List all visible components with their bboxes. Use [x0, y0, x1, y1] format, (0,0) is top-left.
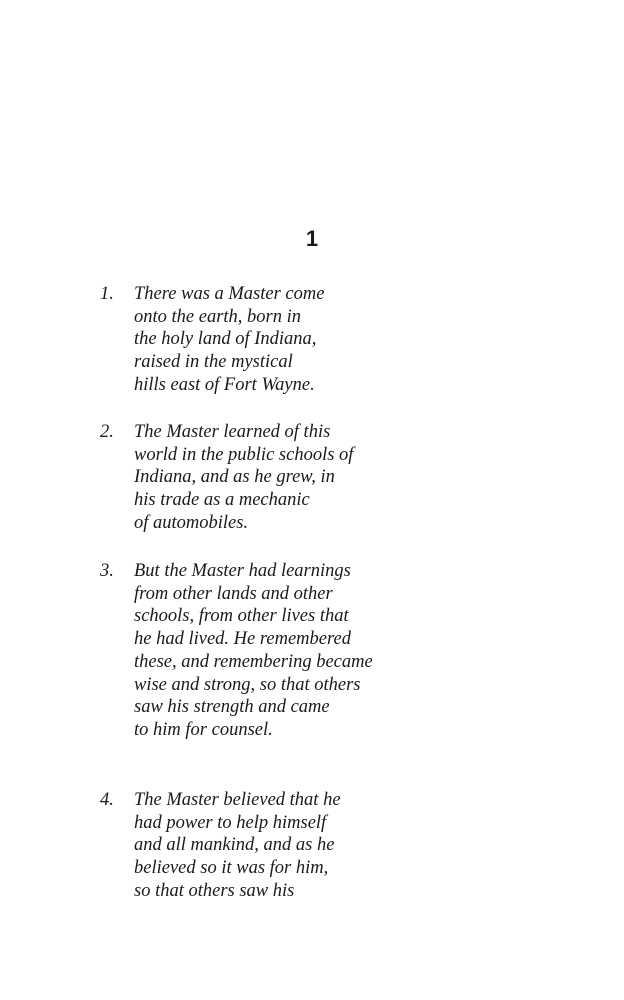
- verse-line: hills east of Fort Wayne.: [134, 374, 315, 395]
- verse-line: schools, from other lives that: [134, 606, 349, 627]
- verse-line: saw his strength and came: [134, 697, 330, 718]
- chapter-number: 1: [305, 226, 319, 251]
- verse-line: raised in the mystical: [134, 352, 293, 373]
- verse-line: Indiana, and as he grew, in: [134, 467, 335, 488]
- verse-line: There was a Master come: [134, 284, 325, 304]
- verse-text: [134, 789, 494, 903]
- verse-line: and all mankind, and as he: [134, 835, 335, 856]
- verse-line: world in the public schools of: [134, 444, 354, 465]
- verse-line: he had lived. He remembered: [134, 629, 351, 650]
- verse-line: so that others saw his: [134, 880, 295, 901]
- verse-number: 1.: [100, 284, 114, 304]
- verse-line: The Master learned of this: [134, 422, 331, 442]
- verse-number: 2.: [100, 422, 114, 442]
- verse-number: 3.: [100, 561, 114, 581]
- verse-text: [134, 283, 494, 397]
- verse-line: these, and remembering became: [134, 651, 373, 672]
- verse-line: his trade as a mechanic: [134, 490, 310, 511]
- verse-text: [134, 560, 494, 742]
- verse-line: wise and strong, so that others: [134, 674, 361, 695]
- verse-text: [134, 421, 494, 535]
- verse-line: believed so it was for him,: [134, 858, 329, 879]
- verse-line: of automobiles.: [134, 512, 249, 533]
- verse-line: onto the earth, born in: [134, 306, 302, 327]
- verse-line: to him for counsel.: [134, 719, 273, 740]
- verse-line: from other lands and other: [134, 583, 333, 604]
- verse-line: The Master believed that he: [134, 790, 341, 810]
- verse-line: had power to help himself: [134, 812, 327, 833]
- verse-line: But the Master had learnings: [134, 561, 351, 581]
- verse-number: 4.: [100, 790, 114, 810]
- verse-line: the holy land of Indiana,: [134, 329, 317, 350]
